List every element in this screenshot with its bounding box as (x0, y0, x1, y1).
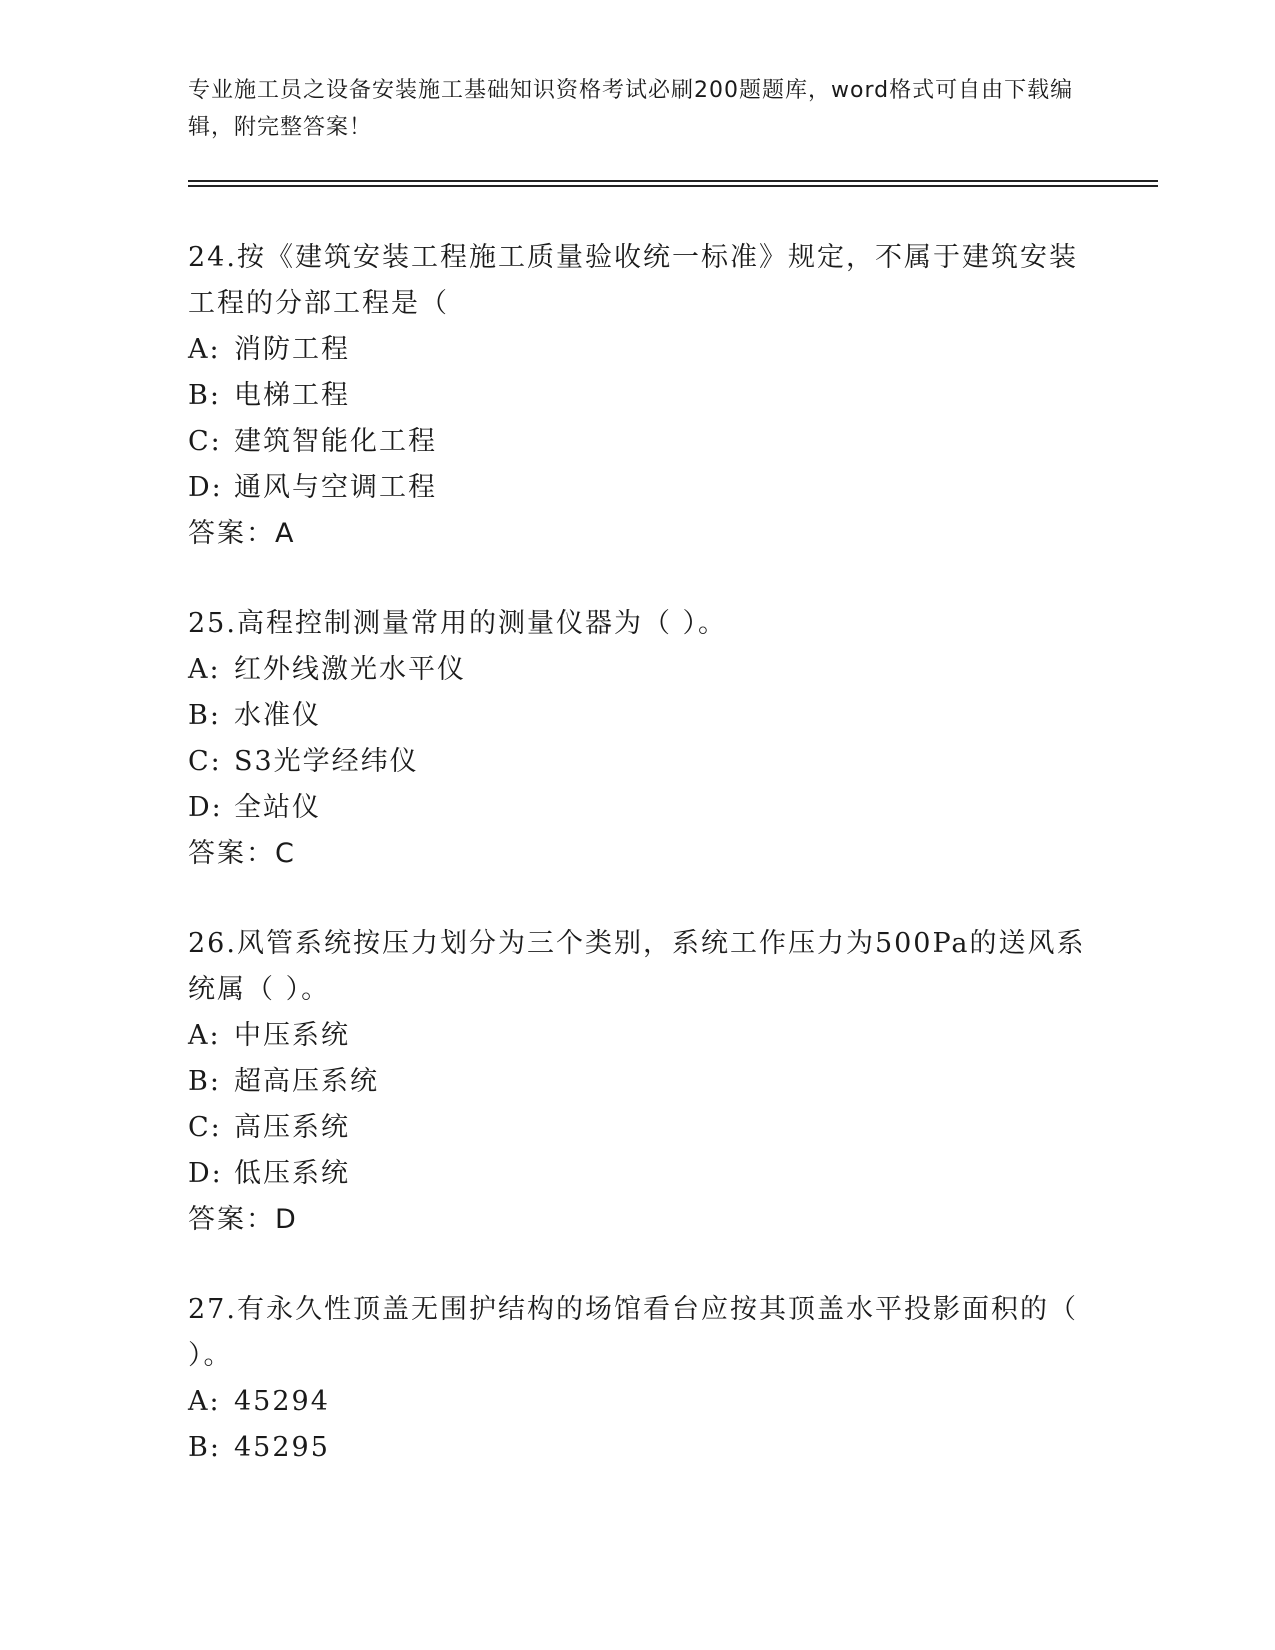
option-text: 建筑智能化工程 (234, 426, 437, 457)
question-stem: 24.按《建筑安装工程施工质量验收统一标准》规定，不属于建筑安装工程的分部工程是（ (188, 242, 1078, 319)
option-a (188, 647, 1088, 693)
option-text: 电梯工程 (234, 380, 350, 411)
option-b (188, 1059, 1088, 1105)
option-b (188, 693, 1088, 739)
option-text: S3光学经纬仪 (234, 746, 419, 777)
option-letter: A: (188, 1386, 221, 1417)
option-letter: B: (188, 700, 221, 731)
option-text: 超高压系统 (234, 1066, 379, 1097)
option-text: 通风与空调工程 (234, 472, 437, 503)
option-letter: B: (188, 1066, 221, 1097)
option-text: 水准仪 (234, 700, 321, 731)
option-a (188, 1379, 1088, 1425)
answer-line: 答案：D (188, 1204, 298, 1235)
option-d (188, 785, 1088, 831)
option-letter: A: (188, 654, 221, 685)
question-stem: 25.高程控制测量常用的测量仪器为（ ）。 (188, 608, 728, 639)
option-text: 中压系统 (234, 1020, 350, 1051)
header-divider-top (188, 180, 1158, 182)
question-stem: 27.有永久性顶盖无围护结构的场馆看台应按其顶盖水平投影面积的（ ）。 (188, 1294, 1078, 1371)
answer-line: 答案：A (188, 518, 296, 549)
option-b (188, 1425, 1088, 1471)
option-d (188, 1151, 1088, 1197)
option-letter: D: (188, 472, 223, 503)
question-stem: 26.风管系统按压力划分为三个类别，系统工作压力为500Pa的送风系统属（ ）。 (188, 928, 1086, 1005)
option-c (188, 419, 1088, 465)
option-d (188, 465, 1088, 511)
question-26 (188, 921, 1088, 1243)
option-letter: C: (188, 1112, 222, 1143)
option-letter: B: (188, 380, 221, 411)
option-c (188, 1105, 1088, 1151)
option-a (188, 1013, 1088, 1059)
option-text: 低压系统 (234, 1158, 350, 1189)
option-text: 消防工程 (234, 334, 350, 365)
option-text: 高压系统 (234, 1112, 350, 1143)
option-letter: A: (188, 334, 221, 365)
question-24 (188, 235, 1088, 557)
option-a (188, 327, 1088, 373)
question-27 (188, 1287, 1088, 1471)
question-list (188, 235, 1088, 1515)
option-text: 45294 (234, 1386, 330, 1417)
answer-line: 答案：C (188, 838, 296, 869)
question-25 (188, 601, 1088, 877)
option-letter: C: (188, 426, 222, 457)
option-text: 45295 (234, 1432, 330, 1463)
option-letter: B: (188, 1432, 221, 1463)
option-letter: C: (188, 746, 222, 777)
header-divider-bottom (188, 185, 1158, 187)
option-text: 红外线激光水平仪 (234, 654, 466, 685)
option-letter: A: (188, 1020, 221, 1051)
document-header: 专业施工员之设备安装施工基础知识资格考试必刷200题题库，word格式可自由下载编辑，附完整答案！ (188, 78, 1074, 140)
option-c (188, 739, 1088, 785)
option-b (188, 373, 1088, 419)
option-text: 全站仪 (234, 792, 321, 823)
option-letter: D: (188, 1158, 223, 1189)
option-letter: D: (188, 792, 223, 823)
